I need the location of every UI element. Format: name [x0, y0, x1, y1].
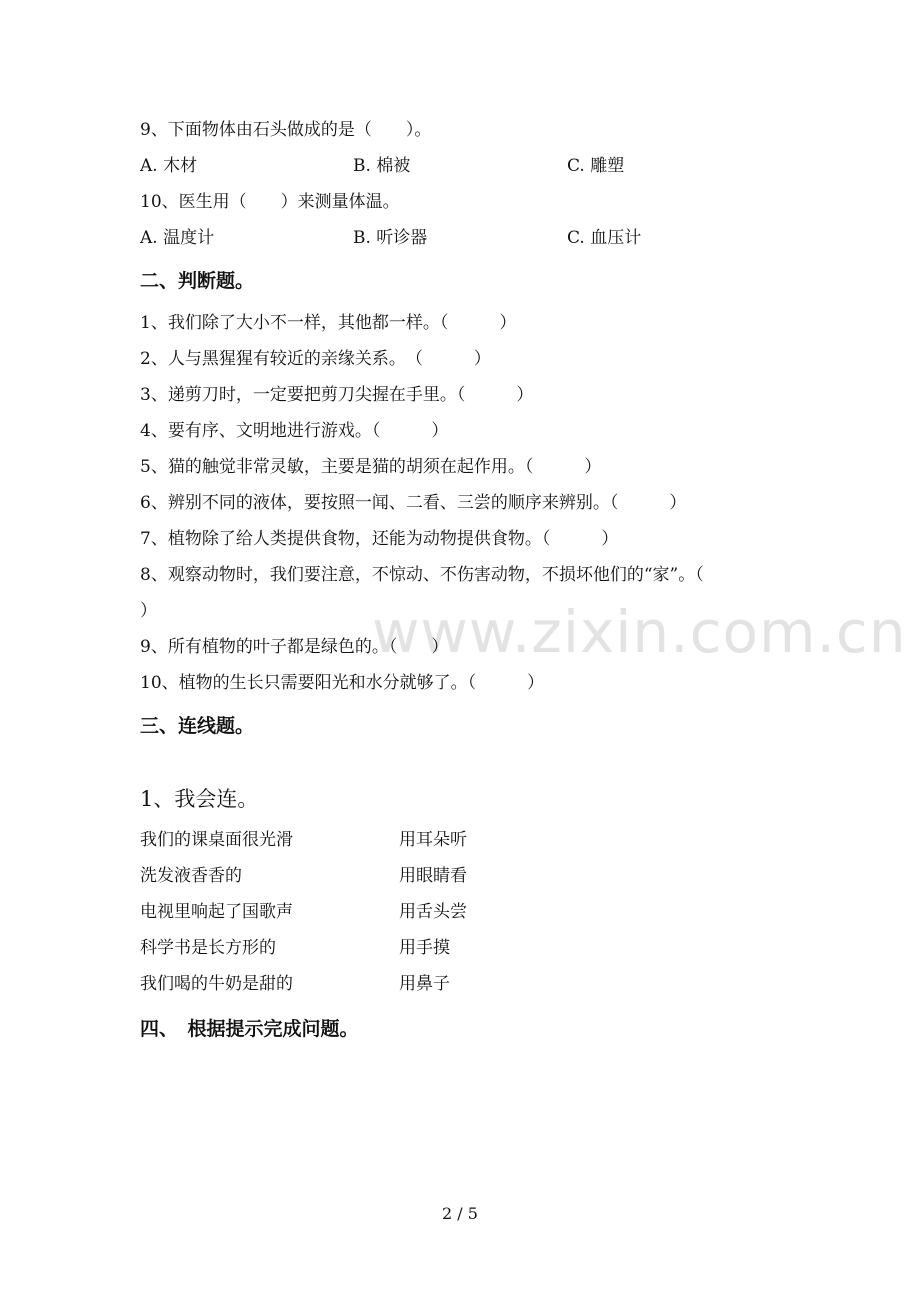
mc-9-option-a: A. 木材 — [140, 156, 198, 176]
judge-item-3: 3、递剪刀时，一定要把剪刀尖握在手里。（ ） — [140, 385, 534, 405]
match-right-3: 用舌头尝 — [399, 902, 467, 922]
judge-item-2: 2、人与黑猩猩有较近的亲缘关系。 （ ） — [140, 349, 491, 369]
match-right-2: 用眼睛看 — [399, 866, 467, 886]
match-right-5: 用鼻子 — [399, 974, 450, 994]
judge-item-6: 6、辨别不同的液体，要按照一闻、二看、三尝的顺序来辨别。（ ） — [140, 493, 687, 513]
section-3-title: 三、连线题。 — [140, 715, 255, 737]
judge-item-5: 5、猫的触觉非常灵敏，主要是猫的胡须在起作用。（ ） — [140, 457, 602, 477]
judge-item-8-continued: ） — [140, 601, 157, 621]
section-2-title: 二、判断题。 — [140, 270, 255, 292]
match-left-3: 电视里响起了国歌声 — [140, 902, 293, 922]
page-number: 2 / 5 — [442, 1204, 478, 1223]
mc-10-option-a: A. 温度计 — [140, 228, 215, 248]
judge-item-8: 8、观察动物时，我们要注意，不惊动、不伤害动物，不损坏他们的“家”。（ — [140, 565, 704, 585]
mc-9-option-b: B. 棉被 — [353, 156, 411, 176]
watermark: www.zixin.com.cn — [372, 598, 907, 666]
mc-question-10: 10、医生用（ ）来测量体温。 — [140, 192, 400, 212]
judge-item-10: 10、植物的生长只需要阳光和水分就够了。（ ） — [140, 673, 545, 693]
judge-item-7: 7、植物除了给人类提供食物，还能为动物提供食物。（ ） — [140, 529, 619, 549]
mc-9-option-c: C. 雕塑 — [567, 156, 625, 176]
match-left-4: 科学书是长方形的 — [140, 938, 276, 958]
judge-item-9: 9、所有植物的叶子都是绿色的。（ ） — [140, 637, 449, 657]
match-left-2: 洗发液香香的 — [140, 866, 242, 886]
matching-subtitle: 1、我会连。 — [140, 787, 259, 811]
match-left-1: 我们的课桌面很光滑 — [140, 830, 293, 850]
section-4-title: 四、 根据提示完成问题。 — [140, 1018, 359, 1040]
judge-item-1: 1、我们除了大小不一样，其他都一样。（ ） — [140, 313, 517, 333]
mc-10-option-b: B. 听诊器 — [353, 228, 428, 248]
match-right-1: 用耳朵听 — [399, 830, 467, 850]
mc-10-option-c: C. 血压计 — [567, 228, 642, 248]
mc-question-9: 9、下面物体由石头做成的是（ ）。 — [140, 120, 432, 140]
judge-item-4: 4、要有序、文明地进行游戏。（ ） — [140, 421, 449, 441]
match-left-5: 我们喝的牛奶是甜的 — [140, 974, 293, 994]
match-right-4: 用手摸 — [399, 938, 450, 958]
